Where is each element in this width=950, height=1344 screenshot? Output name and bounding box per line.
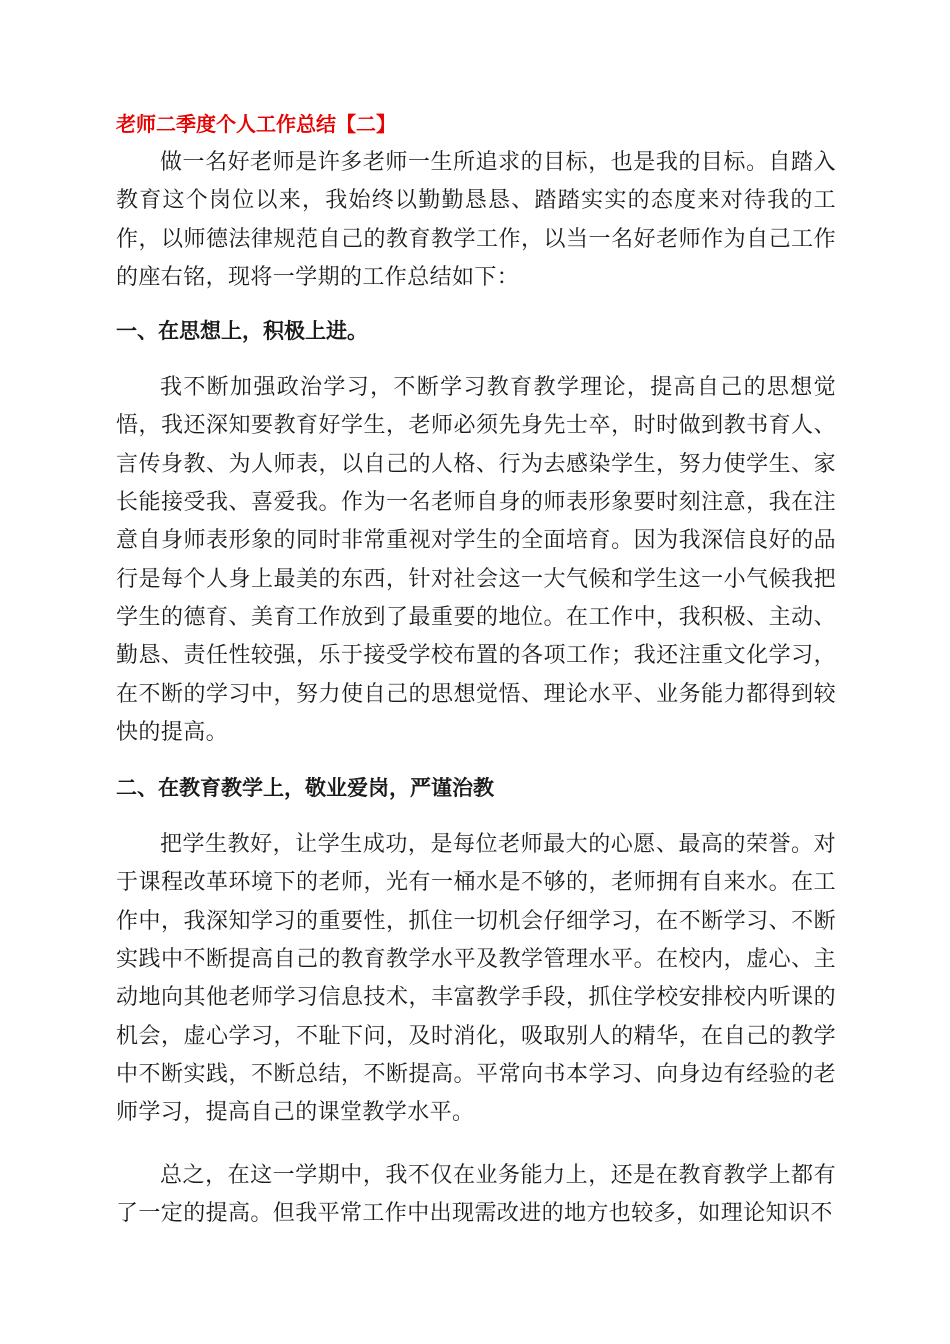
- section-body-2: 把学生教好，让学生成功，是每位老师最大的心愿、最高的荣誉。对于课程改革环境下的老师，光有一桶水是不够的，老师拥有自来水。在工作中，我深知学习的重要性，抓住一切机会仔细学习，在不断学习、不断实践中不断提高自己的教育教学水平及教学管理水平。在校内，虚心、主动地向其他老师学习信息技术，丰富教学手段，抓住学校安排校内听课的机会，虚心学习，不耻下问，及时消化，吸取别人的精华，在自己的教学中不断实践，不断总结，不断提高。平常向书本学习、向身边有经验的老师学习，提高自己的课堂教学水平。: [116, 832, 836, 1126]
- document-page: [116, 108, 836, 1233]
- section-heading-2: 二、在教育教学上，敬业爱岗，严谨治教: [116, 776, 494, 801]
- conclusion-paragraph: 总之，在这一学期中，我不仅在业务能力上，还是在教育教学上都有了一定的提高。但我平常工作中出现需改进的地方也较多，如理论知识不: [116, 1162, 836, 1226]
- section-heading-1: 一、在思想上，积极上进。: [116, 319, 368, 344]
- intro-paragraph: 做一名好老师是许多老师一生所追求的目标，也是我的目标。自踏入教育这个岗位以来，我始终以勤勤恳恳、踏踏实实的态度来对待我的工作，以师德法律规范自己的教育教学工作，以当一名好老师作为自己工作的座右铭，现将一学期的工作总结如下：: [116, 150, 836, 290]
- document-title: 老师二季度个人工作总结【二】: [116, 112, 396, 136]
- section-body-1: 我不断加强政治学习，不断学习教育教学理论，提高自己的思想觉悟，我还深知要教育好学生，老师必须先身先士卒，时时做到教书育人、言传身教、为人师表，以自己的人格、行为去感染学生，努力使学生、家长能接受我、喜爱我。作为一名老师自身的师表形象要时刻注意，我在注意自身师表形象的同时非常重视对学生的全面培育。因为我深信良好的品行是每个人身上最美的东西，针对社会这一大气候和学生这一小气候我把学生的德育、美育工作放到了最重要的地位。在工作中，我积极、主动、勤恳、责任性较强，乐于接受学校布置的各项工作；我还注重文化学习，在不断的学习中，努力使自己的思想觉悟、理论水平、业务能力都得到较快的提高。: [116, 375, 836, 745]
